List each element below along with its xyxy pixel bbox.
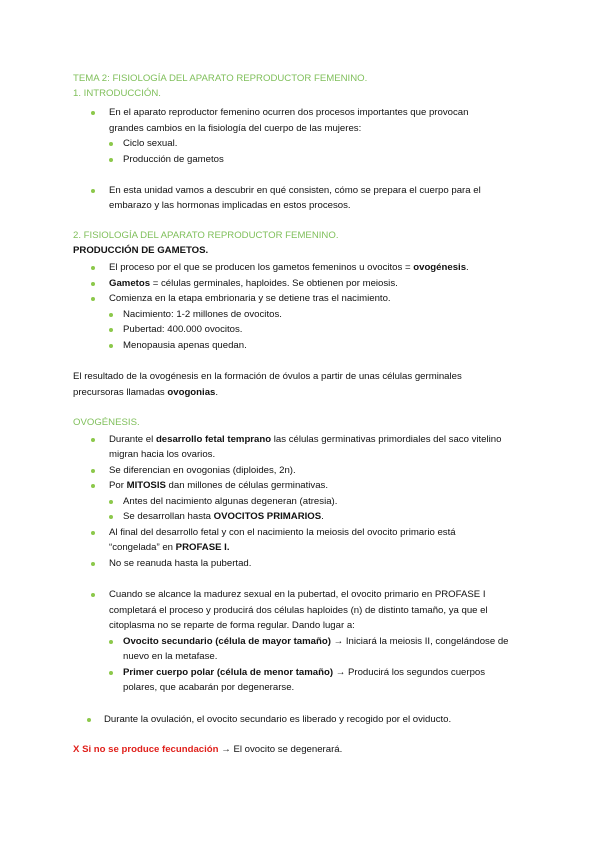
ovo-sub-item-1: Antes del nacimiento algunas degeneran (atresia). — [123, 496, 338, 507]
gametes-bullet-3: Comienza en la etapa embrionaria y se detiene tras el nacimiento. — [109, 293, 391, 304]
bullet-icon — [109, 640, 113, 644]
bullet-icon — [91, 282, 95, 286]
ovo-bullet-7: Durante la ovulación, el ovocito secundario es liberado y recogido por el oviducto. — [104, 714, 452, 725]
gametes-bullet-2: Gametos = células germinales, haploides. Se obtienen por meiosis. — [109, 278, 398, 289]
bullet-icon — [91, 438, 95, 442]
ovo-sub-item-4-line-2: polares, que acabarán por degenerarse. — [123, 682, 295, 693]
ovo-bullet-5: No se reanuda hasta la pubertad. — [109, 558, 252, 569]
section-1-heading: 1. INTRODUCCIÓN. — [73, 88, 161, 99]
bullet-icon — [109, 671, 113, 675]
bullet-icon — [91, 469, 95, 473]
gametes-sub-item-3: Menopausia apenas quedan. — [123, 340, 247, 351]
bullet-icon — [109, 313, 113, 317]
intro-bullet-1-line-2: grandes cambios en la fisiología del cuerpo de las mujeres: — [109, 123, 362, 134]
bullet-icon — [91, 531, 95, 535]
bullet-icon — [109, 515, 113, 519]
bullet-icon — [109, 142, 113, 146]
bullet-icon — [91, 189, 95, 193]
gametes-bullet-1: El proceso por el que se producen los gametos femeninos u ovocitos = ovogénesis. — [109, 262, 469, 273]
ovo-bullet-2: Se diferencian en ovogonias (diploides, 2n). — [109, 465, 296, 476]
ovo-sub-item-4-line-1: Primer cuerpo polar (célula de menor tamaño) → Producirá los segundos cuerpos — [123, 667, 486, 678]
ovogenesis-heading: OVOGÉNESIS. — [73, 417, 140, 428]
ovo-bullet-6-line-1: Cuando se alcance la madurez sexual en la pubertad, el ovocito primario en PROFASE I — [109, 589, 486, 600]
bullet-icon — [109, 328, 113, 332]
bullet-icon — [91, 593, 95, 597]
ovo-bullet-6-line-2: completará el proceso y producirá dos células haploides (n) de distinto tamaño, ya que el — [109, 605, 488, 616]
intro-bullet-2-line-2: embarazo y las hormonas implicadas en estos procesos. — [109, 200, 351, 211]
bullet-icon — [91, 266, 95, 270]
ovo-bullet-1-line-1: Durante el desarrollo fetal temprano las células germinativas primordiales del saco vitelino — [109, 434, 502, 445]
bullet-icon — [91, 111, 95, 115]
ovo-bullet-4-line-1: Al final del desarrollo fetal y con el nacimiento la meiosis del ovocito primario está — [109, 527, 456, 538]
ovo-sub-item-3-line-2: nuevo en la metafase. — [123, 651, 218, 662]
ovo-sub-item-3-line-1: Ovocito secundario (célula de mayor tamaño) → Iniciará la meiosis II, congelándose de — [123, 636, 509, 647]
ovo-sub-item-2: Se desarrollan hasta OVOCITOS PRIMARIOS. — [123, 511, 324, 522]
bullet-icon — [87, 718, 91, 722]
intro-sub-item-1: Ciclo sexual. — [123, 138, 178, 149]
ovo-bullet-4-line-2: “congelada” en PROFASE I. — [109, 542, 230, 553]
intro-bullet-2-line-1: En esta unidad vamos a descubrir en qué consisten, cómo se prepara el cuerpo para el — [109, 185, 481, 196]
section-2-heading: 2. FISIOLOGÍA DEL APARATO REPRODUCTOR FEMENINO. — [73, 230, 339, 241]
ovo-bullet-3: Por MITOSIS dan millones de células germinativas. — [109, 480, 329, 491]
ovogenesis-paragraph-line-2: precursoras llamadas ovogonias. — [73, 387, 219, 398]
document-title: TEMA 2: FISIOLOGÍA DEL APARATO REPRODUCTOR FEMENINO. — [73, 73, 368, 84]
gametes-sub-item-1: Nacimiento: 1-2 millones de ovocitos. — [123, 309, 282, 320]
ovo-bullet-1-line-2: migran hacia los ovarios. — [109, 449, 216, 460]
bullet-icon — [91, 562, 95, 566]
bullet-icon — [91, 484, 95, 488]
bullet-icon — [109, 500, 113, 504]
bullet-icon — [91, 297, 95, 301]
fertilization-note: X Si no se produce fecundación → El ovocito se degenerará. — [73, 744, 343, 755]
ovogenesis-paragraph-line-1: El resultado de la ovogénesis en la formación de óvulos a partir de unas células germinales — [73, 371, 462, 382]
bullet-icon — [109, 158, 113, 162]
intro-sub-item-2: Producción de gametos — [123, 154, 224, 165]
gametes-sub-item-2: Pubertad: 400.000 ovocitos. — [123, 324, 243, 335]
ovo-bullet-6-line-3: citoplasma no se reparte de forma regular. Dando lugar a: — [109, 620, 355, 631]
bullet-icon — [109, 344, 113, 348]
section-2-subheading: PRODUCCIÓN DE GAMETOS. — [73, 245, 209, 256]
intro-bullet-1-line-1: En el aparato reproductor femenino ocurren dos procesos importantes que provocan — [109, 107, 469, 118]
